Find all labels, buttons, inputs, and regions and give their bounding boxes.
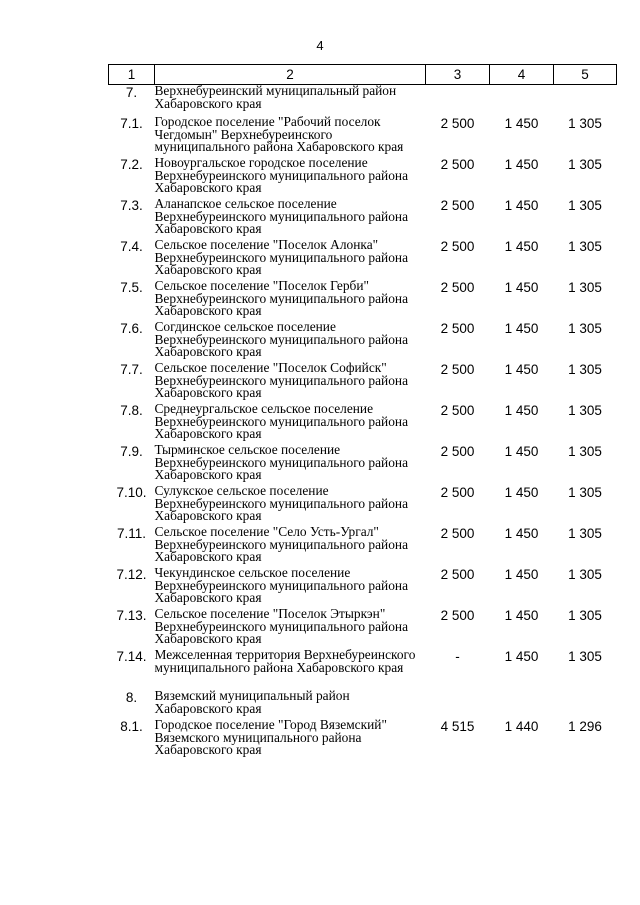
value-col3: 2 500 <box>440 198 475 213</box>
value-col3: 2 500 <box>440 280 475 295</box>
value-col5: 1 305 <box>568 198 602 213</box>
value-col3: 2 500 <box>440 239 475 254</box>
table-row <box>109 485 617 526</box>
row-number: 7.10. <box>116 485 147 500</box>
row-number: 7.13. <box>116 608 147 623</box>
row-number: 7.14. <box>116 649 147 664</box>
table-row <box>109 608 617 649</box>
table-row <box>109 444 617 485</box>
table-row <box>109 85 617 117</box>
value-col5: 1 305 <box>568 362 602 377</box>
row-number: 7.7. <box>120 362 143 377</box>
table-row <box>109 526 617 567</box>
territory-name: Сельское поселение "Поселок Софийск" Верхнебуреинского муниципального района Хабаровского края <box>154 360 409 401</box>
value-col5: 1 296 <box>568 719 602 734</box>
value-col5: 1 305 <box>568 157 602 172</box>
value-col3: 2 500 <box>440 608 475 623</box>
value-col5: 1 305 <box>568 239 602 254</box>
value-col4: 1 450 <box>504 649 539 664</box>
value-col4: 1 450 <box>504 608 539 623</box>
value-col3: 2 500 <box>440 116 475 131</box>
table-row <box>109 649 617 690</box>
row-number: 7.9. <box>120 444 143 459</box>
row-number: 7.11. <box>116 526 147 541</box>
value-col3: 2 500 <box>440 321 475 336</box>
table-row <box>109 116 617 157</box>
table-row <box>109 719 617 760</box>
territory-name: Верхнебуреинский муниципальный район Хабаровского края <box>154 83 397 111</box>
territory-name: Сельское поселение "Поселок Алонка" Верхнебуреинского муниципального района Хабаровского края <box>154 237 409 278</box>
value-col3: 2 500 <box>440 485 475 500</box>
column-header: 2 <box>155 65 426 85</box>
value-col5 <box>554 690 617 719</box>
table-row <box>109 567 617 608</box>
table-row <box>109 239 617 280</box>
table-row <box>109 321 617 362</box>
territory-name: Тырминское сельское поселение Верхнебуреинского муниципального района Хабаровского края <box>154 442 409 483</box>
value-col5: 1 305 <box>568 280 602 295</box>
table-header-row <box>109 65 617 85</box>
value-col4: 1 450 <box>504 485 539 500</box>
row-number: 7.8. <box>120 403 143 418</box>
value-col3: 2 500 <box>440 157 475 172</box>
table-row <box>109 362 617 403</box>
column-header: 1 <box>109 65 155 85</box>
table-row <box>109 403 617 444</box>
value-col3: 2 500 <box>440 444 475 459</box>
value-col4: 1 450 <box>504 116 539 131</box>
table-row <box>109 690 617 719</box>
territory-name: Сельское поселение "Село Усть-Ургал" Верхнебуреинского муниципального района Хабаровского края <box>154 524 409 565</box>
territory-name: Новоургальское городское поселение Верхнебуреинского муниципального района Хабаровского края <box>154 155 409 196</box>
value-col3: 2 500 <box>440 362 475 377</box>
territory-name: Сельское поселение "Поселок Этыркэн" Верхнебуреинского муниципального района Хабаровского края <box>154 606 409 647</box>
value-col3: - <box>455 649 460 664</box>
row-number: 7.12. <box>116 567 147 582</box>
territory-name: Городское поселение "Город Вяземский" Вяземского муниципального района Хабаровского края <box>154 717 387 758</box>
row-number: 7.3. <box>120 198 143 213</box>
value-col5: 1 305 <box>568 567 602 582</box>
table-row <box>109 157 617 198</box>
row-number: 8. <box>125 690 138 705</box>
value-col4: 1 450 <box>504 567 539 582</box>
value-col4: 1 450 <box>504 198 539 213</box>
value-col4: 1 450 <box>504 239 539 254</box>
table-row <box>109 198 617 239</box>
territory-name: Вяземский муниципальный район Хабаровского края <box>154 688 350 716</box>
table-row <box>109 280 617 321</box>
value-col5: 1 305 <box>568 116 602 131</box>
row-number: 7.1. <box>120 116 143 131</box>
territory-name: Сельское поселение "Поселок Герби" Верхнебуреинского муниципального района Хабаровского края <box>154 278 409 319</box>
value-col5: 1 305 <box>568 321 602 336</box>
value-col4: 1 450 <box>504 321 539 336</box>
territory-name: Аланапское сельское поселение Верхнебуреинского муниципального района Хабаровского края <box>154 196 409 237</box>
value-col5: 1 305 <box>568 526 602 541</box>
value-col3: 4 515 <box>440 719 475 734</box>
territory-name: Межселенная территория Верхнебуреинского муниципального района Хабаровского края <box>154 647 416 675</box>
row-number: 7.4. <box>120 239 143 254</box>
value-col3 <box>426 690 490 719</box>
row-number: 7. <box>125 85 138 100</box>
row-number: 7.2. <box>120 157 143 172</box>
value-col5: 1 305 <box>568 444 602 459</box>
value-col3: 2 500 <box>440 567 475 582</box>
value-col4: 1 450 <box>504 526 539 541</box>
value-col4 <box>490 85 554 117</box>
territory-name: Среднеургальское сельское поселение Верхнебуреинского муниципального района Хабаровского края <box>154 401 409 442</box>
value-col4: 1 450 <box>504 362 539 377</box>
value-col4: 1 440 <box>504 719 539 734</box>
value-col4: 1 450 <box>504 444 539 459</box>
row-number: 7.5. <box>120 280 143 295</box>
territory-name: Городское поселение "Рабочий поселок Чегдомын" Верхнебуреинского муниципального района Хабаровского края <box>154 114 404 155</box>
value-col4: 1 450 <box>504 280 539 295</box>
value-col3: 2 500 <box>440 403 475 418</box>
value-col3 <box>426 85 490 117</box>
tariff-table <box>108 64 617 760</box>
value-col4: 1 450 <box>504 403 539 418</box>
value-col5: 1 305 <box>568 485 602 500</box>
value-col5: 1 305 <box>568 608 602 623</box>
value-col4 <box>490 690 554 719</box>
column-header: 3 <box>426 65 490 85</box>
column-header: 4 <box>490 65 554 85</box>
territory-name: Сулукское сельское поселение Верхнебуреинского муниципального района Хабаровского края <box>154 483 409 524</box>
value-col3: 2 500 <box>440 526 475 541</box>
territory-name: Чекундинское сельское поселение Верхнебуреинского муниципального района Хабаровского края <box>154 565 409 606</box>
value-col4: 1 450 <box>504 157 539 172</box>
value-col5: 1 305 <box>568 403 602 418</box>
row-number: 8.1. <box>120 719 143 734</box>
value-col5 <box>554 85 617 117</box>
row-number: 7.6. <box>120 321 143 336</box>
territory-name: Согдинское сельское поселение Верхнебуреинского муниципального района Хабаровского края <box>154 319 409 360</box>
column-header: 5 <box>554 65 617 85</box>
value-col5: 1 305 <box>568 649 602 664</box>
page-number: 4 <box>316 38 324 53</box>
